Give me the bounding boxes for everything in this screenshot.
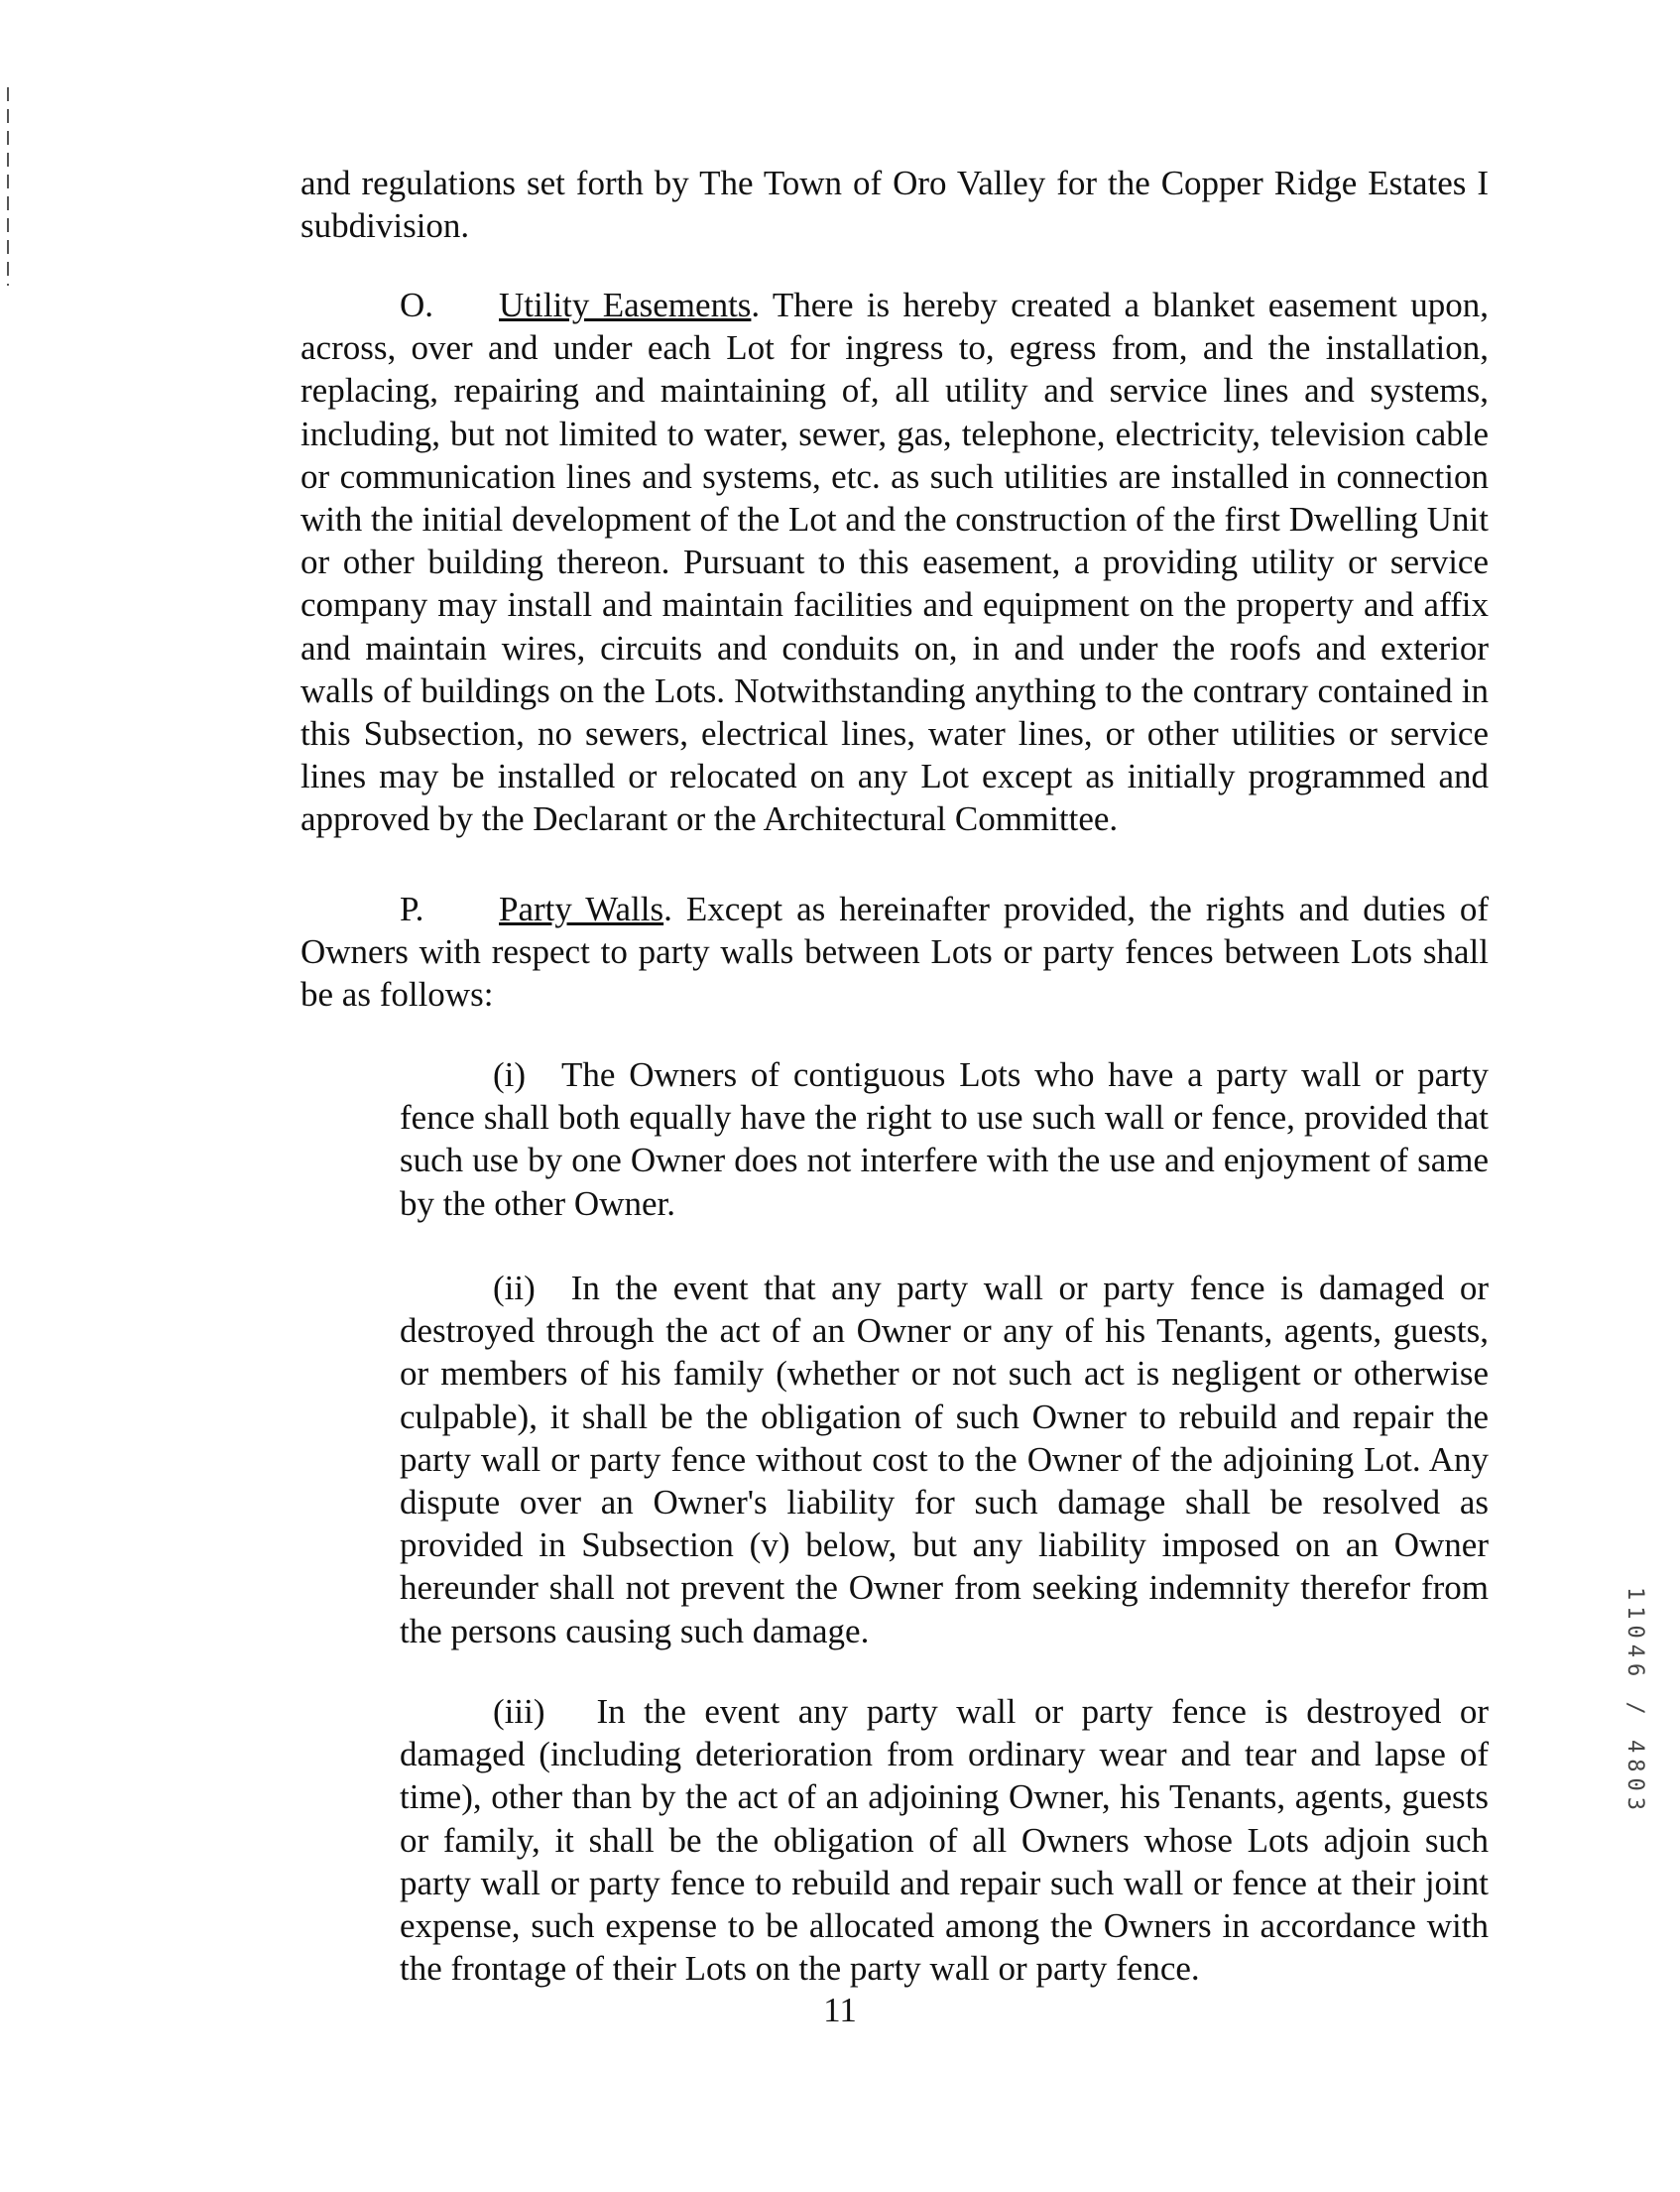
recording-stamp-text: 11046 / 4803 <box>1622 1587 1647 1816</box>
subsection-label: (i) <box>493 1055 527 1094</box>
section-label: P. <box>400 890 424 928</box>
section-heading: Party Walls <box>499 890 664 928</box>
subsection-body: In the event that any party wall or party fence is damaged or destroyed through the act of an Owner or any of his Tenants, agents, guests, or members of his family (whether or not such act is negligent or otherwise culpable), it shall be the obligation of such Owner to rebuild and repair the party wall or party fence without cost to the Owner of the adjoining Lot. Any dispute over an Owner's liability for such damage shall be resolved as provided in Subsection (v) below, but any liability imposed on an Owner hereunder shall not prevent the Owner from seeking indemnity therefor from the persons causing such damage. <box>400 1269 1489 1650</box>
section-body: . Except as hereinafter provided, the rights and duties of Owners with respect to party walls between Lots or party fences between Lots shall be as follows: <box>300 890 1489 1015</box>
subsection-label: (iii) <box>493 1692 545 1731</box>
continuation-text: and regulations set forth by The Town of Oro Valley for the Copper Ridge Estates I subdivision. <box>300 164 1489 246</box>
continuation-paragraph <box>300 162 1489 247</box>
subsection-iii-paragraph <box>400 1690 1489 1990</box>
subsection-body: In the event any party wall or party fence is destroyed or damaged (including deterioration from ordinary wear and tear and lapse of time), other than by the act of an adjoining Owner, his Tenants, agents, guests or family, it shall be the obligation of all Owners whose Lots adjoin such party wall or party fence to rebuild and repair such wall or fence at their joint expense, such expense to be allocated among the Owners in accordance with the frontage of their Lots on the party wall or party fence. <box>400 1692 1489 1989</box>
subsection-ii-paragraph <box>400 1267 1489 1652</box>
subsection-body: The Owners of contiguous Lots who have a party wall or party fence shall both equally have the right to use such wall or fence, provided that such use by one Owner does not interfere with the use and enjoyment of same by the other Owner. <box>400 1055 1489 1223</box>
section-p-paragraph <box>300 888 1489 1017</box>
section-body: . There is hereby created a blanket easement upon, across, over and under each Lot for ingress to, egress from, and the installation, replacing, repairing and maintaining of, all utility and service lines and systems, including, but not limited to water, sewer, gas, telephone, electricity, television cable or communication lines and systems, etc. as such utilities are installed in connection with the initial development of the Lot and the construction of the first Dwelling Unit or other building thereon. Pursuant to this easement, a providing utility or service company may install and maintain facilities and equipment on the property and affix and maintain wires, circuits and conduits on, in and under the roofs and exterior walls of buildings on the Lots. Notwithstanding anything to the contrary contained in this Subsection, no sewers, electrical lines, water lines, or other utilities or service lines may be installed or relocated on any Lot except as initially programmed and approved by the Declarant or the Architectural Committee. <box>300 286 1489 839</box>
section-o-paragraph <box>300 284 1489 841</box>
scan-edge-mark <box>7 87 9 286</box>
section-label: O. <box>400 286 434 324</box>
page-number: 11 <box>823 1991 857 2029</box>
subsection-label: (ii) <box>493 1269 536 1307</box>
section-heading: Utility Easements <box>499 286 752 324</box>
subsection-i-paragraph <box>400 1053 1489 1225</box>
recording-stamp <box>1621 1587 1661 1944</box>
